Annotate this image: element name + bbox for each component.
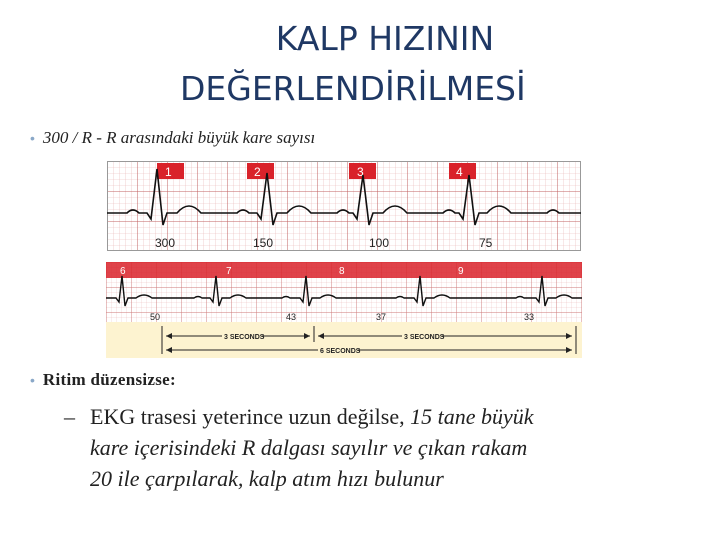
sub-rest-1: 15 tane büyük [410, 404, 534, 429]
ecg-strip-top [107, 161, 581, 251]
bullet-irregular-text: Ritim düzensizse: [42, 370, 176, 389]
box-3-label: 3 [357, 165, 364, 179]
rate-43: 43 [286, 312, 297, 322]
bullet-dot-icon: • [30, 130, 35, 146]
rate-100: 100 [369, 236, 390, 250]
bullet-irregular [30, 370, 176, 390]
span-3-seconds-a: 3 SECONDS [224, 334, 265, 341]
box-4 [449, 163, 476, 179]
sub-lead: EKG trasesi yeterince uzun değilse, [90, 404, 411, 429]
rate-75: 75 [479, 236, 493, 250]
box-9-label: 9 [458, 266, 464, 277]
box-1 [157, 163, 184, 179]
span-3-seconds-b: 3 SECONDS [404, 334, 445, 341]
box-4-label: 4 [456, 165, 463, 179]
rate-150: 150 [253, 236, 274, 250]
sub-bullet-ecg-length [64, 401, 684, 494]
box-6-label: 6 [120, 266, 126, 277]
bullet-dot-icon: • [30, 372, 35, 388]
box-1-label: 1 [165, 165, 172, 179]
sub-line-3: 20 ile çarpılarak, kalp atım hızı bulunur [90, 466, 444, 491]
rate-33: 33 [524, 312, 535, 322]
box-2 [247, 163, 274, 179]
slide-title [150, 14, 620, 114]
rate-50: 50 [150, 312, 161, 322]
rate-300: 300 [155, 236, 176, 250]
box-2-label: 2 [254, 165, 261, 179]
span-6-seconds: 6 SECONDS [320, 348, 361, 355]
sub-line-2: kare içerisindeki R dalgası sayılır ve çıkan rakam [90, 435, 528, 460]
ecg-strip-bottom [106, 262, 582, 358]
bullet-rr-method [30, 128, 315, 148]
title-line-1: KALP HIZININ [275, 19, 495, 58]
rate-37: 37 [376, 312, 387, 322]
bullet-rr-text: 300 / R - R arasındaki büyük kare sayısı [42, 128, 316, 147]
box-7-label: 7 [226, 266, 232, 277]
box-8-label: 8 [339, 266, 345, 277]
sub-line-1 [64, 401, 684, 432]
title-line-2: DEĞERLENDİRİLMESİ [180, 69, 526, 108]
sub-dash: – [64, 404, 75, 429]
